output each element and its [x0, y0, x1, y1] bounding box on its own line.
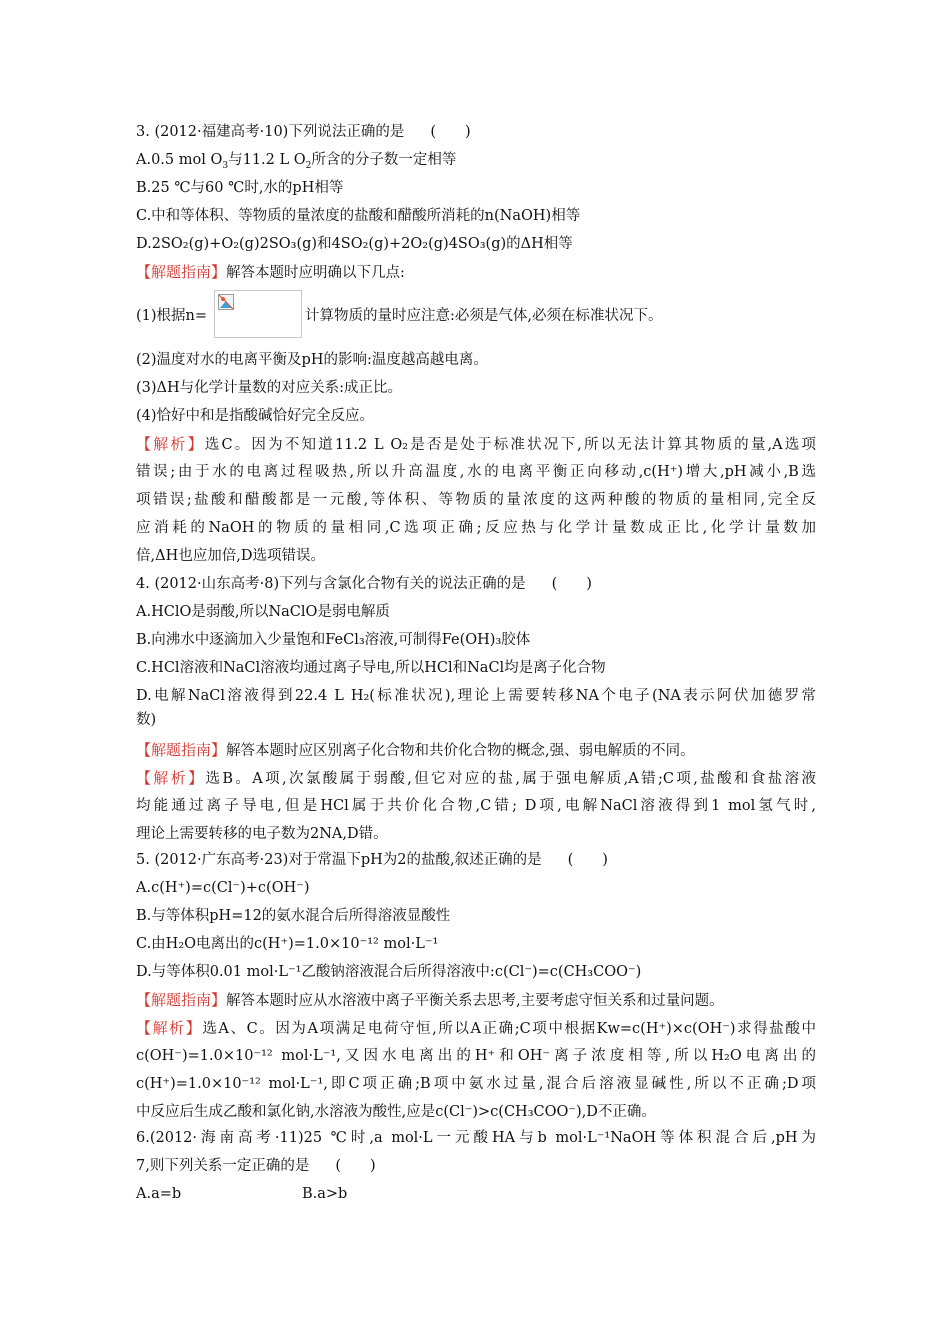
analysis-tag: 【解析】 — [136, 1019, 203, 1037]
q5-stem: 5. (2012·广东高考·23)对于常温下pH为2的盐酸,叙述正确的是 ( ) — [136, 852, 608, 868]
q4-analysis-line-3: 理论上需要转移的电子数为2NA,D错。 — [136, 826, 388, 842]
analysis-tag: 【解析】 — [136, 435, 205, 453]
q6-option-b: B.a>b — [302, 1186, 348, 1202]
q3-guide: 【解题指南】解答本题时应明确以下几点: — [136, 263, 405, 281]
q3-point-2: (2)温度对水的电离平衡及pH的影响:温度越高越电离。 — [136, 352, 488, 368]
q3-option-d: D.2SO₂(g)+O₂(g)2SO₃(g)和4SO₂(g)+2O₂(g)4SO₃(g)的ΔH相等 — [136, 236, 573, 252]
q4-option-a: A.HClO是弱酸,所以NaClO是弱电解质 — [136, 604, 390, 620]
formula-image-placeholder — [214, 290, 302, 338]
q3-option-b: B.25 ℃与60 ℃时,水的pH相等 — [136, 180, 344, 196]
q5-analysis-line-4: 中反应后生成乙酸和氯化钠,水溶液为酸性,应是c(Cl⁻)>c(CH₃COO⁻),D不正确。 — [136, 1104, 656, 1120]
q3-stem: 3. (2012·福建高考·10)下列说法正确的是 ( ) — [136, 124, 471, 140]
q5-guide: 【解题指南】解答本题时应从水溶液中离子平衡关系去思考,主要考虑守恒关系和过量问题。 — [136, 991, 724, 1009]
q3-point-1-prefix: (1)根据n= — [136, 308, 208, 324]
q3-point-4: (4)恰好中和是指酸碱恰好完全反应。 — [136, 408, 375, 424]
q5-option-c: C.由H₂O电离出的c(H⁺)=1.0×10⁻¹² mol·L⁻¹ — [136, 936, 439, 952]
q3-analysis-line-3: 项错误;盐酸和醋酸都是一元酸,等体积、等物质的量浓度的这两种酸的物质的量相同,完全反 — [136, 492, 816, 508]
q5-option-d: D.与等体积0.01 mol·L⁻¹乙酸钠溶液混合后所得溶液中:c(Cl⁻)=c(CH₃COO⁻) — [136, 964, 642, 980]
analysis-tag: 【解析】 — [136, 769, 206, 787]
q4-stem: 4. (2012·山东高考·8)下列与含氯化合物有关的说法正确的是 ( ) — [136, 576, 592, 592]
q3-option-c: C.中和等体积、等物质的量浓度的盐酸和醋酸所消耗的n(NaOH)相等 — [136, 208, 581, 224]
q4-option-d-line-2: 数) — [136, 712, 157, 728]
broken-image-icon — [218, 294, 234, 310]
q3-analysis-line-1: 【解析】选C。因为不知道11.2 L O₂是否是处于标准状况下,所以无法计算其物质的量,A选项 — [136, 435, 816, 453]
q3-analysis-line-2: 错误;由于水的电离过程吸热,所以升高温度,水的电离平衡正向移动,c(H⁺)增大,pH减小,B选 — [136, 464, 816, 480]
q5-analysis-line-1: 【解析】选A、C。因为A项满足电荷守恒,所以A正确;C项中根据Kw=c(H⁺)×c(OH⁻)求得盐酸中 — [136, 1019, 816, 1037]
q6-stem-line-2: 7,则下列关系一定正确的是 ( ) — [136, 1158, 376, 1174]
q4-option-d-line-1: D.电解NaCl溶液得到22.4 L H₂(标准状况),理论上需要转移NA个电子(NA表示阿伏加德罗常 — [136, 688, 816, 704]
guide-tag: 【解题指南】 — [136, 991, 227, 1009]
q3-point-3: (3)ΔH与化学计量数的对应关系:成正比。 — [136, 380, 403, 396]
guide-tag: 【解题指南】 — [136, 263, 227, 281]
guide-tag: 【解题指南】 — [136, 741, 227, 759]
q4-option-c: C.HCl溶液和NaCl溶液均通过离子导电,所以HCl和NaCl均是离子化合物 — [136, 660, 606, 676]
q3-point-1-text: 计算物质的量时应注意:必须是气体,必须在标准状况下。 — [305, 308, 663, 324]
q4-analysis-line-1: 【解析】选B。A项,次氯酸属于弱酸,但它对应的盐,属于强电解质,A错;C项,盐酸和食盐溶液 — [136, 769, 816, 787]
q3-option-a: A.0.5 mol $O_3$与11.2 L $O_2$所含的分子数一定相等 — [136, 152, 457, 171]
q3-analysis-line-4: 应消耗的NaOH的物质的量相同,C选项正确;反应热与化学计量数成正比,化学计量数加 — [136, 520, 816, 536]
q6-option-a: A.a=b — [136, 1186, 182, 1202]
q3-analysis-line-5: 倍,ΔH也应加倍,D选项错误。 — [136, 548, 325, 564]
q5-option-b: B.与等体积pH=12的氨水混合后所得溶液显酸性 — [136, 908, 451, 924]
q5-analysis-line-2: c(OH⁻)=1.0×10⁻¹² mol·L⁻¹,又因水电离出的H⁺和OH⁻离子浓度相等,所以H₂O电离出的 — [136, 1048, 816, 1064]
q6-stem-line-1: 6.(2012·海南高考·11)25 ℃时,a mol·L一元酸HA与b mol·L⁻¹NaOH等体积混合后,pH为 — [136, 1130, 816, 1146]
q4-analysis-line-2: 均能通过离子导电,但是HCl属于共价化合物,C错; D项,电解NaCl溶液得到1 mol氢气时, — [136, 798, 816, 814]
q5-analysis-line-3: c(H⁺)=1.0×10⁻¹² mol·L⁻¹,即C项正确;B项中氨水过量,混合后溶液显碱性,所以不正确;D项 — [136, 1076, 816, 1092]
q4-guide: 【解题指南】解答本题时应区别离子化合物和共价化合物的概念,强、弱电解质的不同。 — [136, 741, 695, 759]
q4-option-b: B.向沸水中逐滴加入少量饱和FeCl₃溶液,可制得Fe(OH)₃胶体 — [136, 632, 531, 648]
q5-option-a: A.c(H⁺)=c(Cl⁻)+c(OH⁻) — [136, 880, 310, 896]
